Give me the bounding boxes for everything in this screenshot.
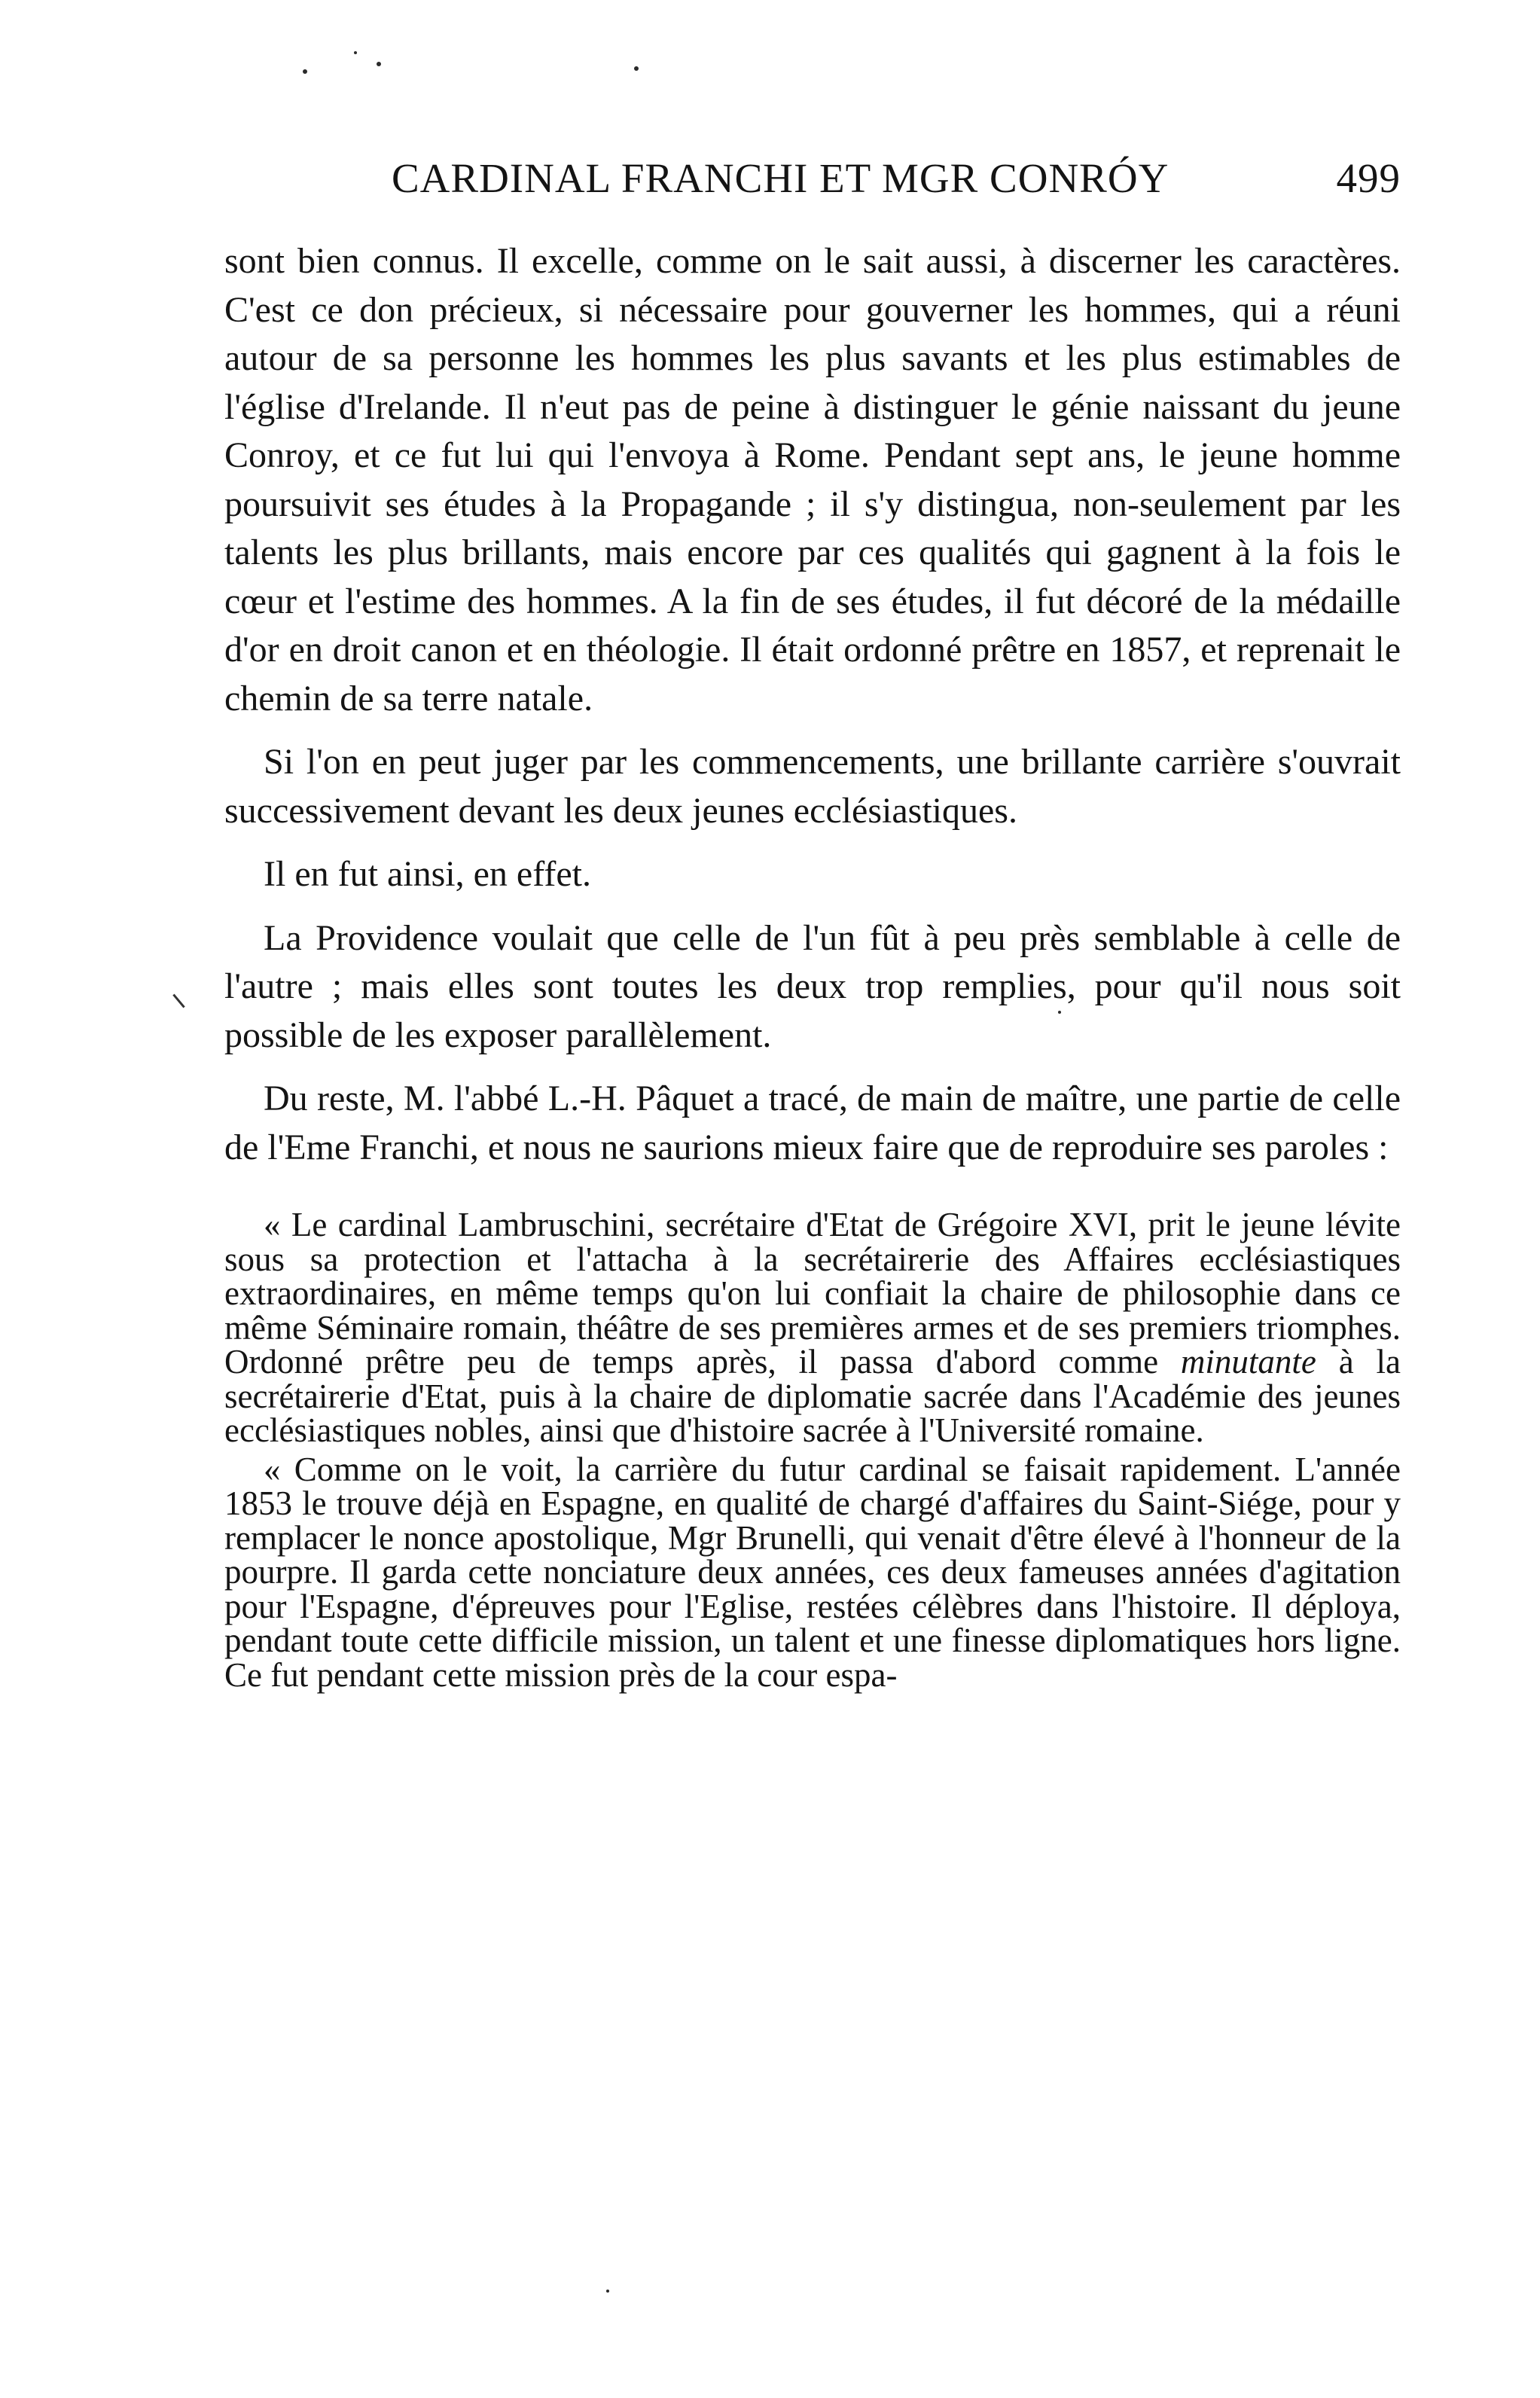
- paragraph: sont bien connus. Il excelle, comme on le sait aussi, à discerner les caractères. C'est ce don précieux, si nécessaire pour gouverner les hommes, qui a réuni autour de sa personne les hommes les plus savants et les plus estimables de l'église d'Irelande. Il n'eut pas de peine à distinguer le génie naissant du jeune Conroy, et ce fut lui qui l'envoya à Rome. Pendant sept ans, le jeune homme poursuivit ses études à la Propagande ; il s'y distingua, non-seulement par les talents les plus brillants, mais encore par ces qualités qui gagnent à la fois le cœur et l'estime des hommes. A la fin de ses études, il fut décoré de la médaille d'or en droit canon et en théologie. Il était ordonné prêtre en 1857, et reprenait le chemin de sa terre natale.: [224, 241, 1401, 718]
- print-speck: [354, 51, 357, 54]
- quotation-paragraph: [224, 1208, 1401, 1448]
- paragraph: Il en fut ainsi, en effet.: [264, 854, 591, 894]
- print-speck: [634, 66, 639, 71]
- page-number: 499: [1336, 155, 1401, 201]
- quotation-paragraph: « Comme on le voit, la carrière du futur cardinal se faisait rapidement. L'année 1853 le trouve déjà en Espagne, en qualité de chargé d'affaires du Saint-Siége, pour y remplacer le nonce apostolique, Mgr Brunelli, qui venait d'être élevé à l'honneur de la pourpre. Il garda cette nonciature deux années, ces deux fameuses années d'agitation pour l'Espagne, d'épreuves pour l'Eglise, restées célèbres dans l'histoire. Il déploya, pendant toute cette difficile mission, un talent et une finesse diplomatiques hors ligne. Ce fut pendant cette mission près de la cour espa-: [224, 1450, 1401, 1694]
- body-text: [224, 237, 1401, 1692]
- print-speck: [606, 2290, 609, 2293]
- running-head: [392, 154, 1401, 215]
- quotation-text: à la secrétairerie d'Etat, puis à la chaire de diplomatie sacrée dans l'Académie des jeunes ecclésiastiques nobles, ainsi que d'histoire sacrée à l'Université romaine.: [224, 1343, 1401, 1449]
- print-speck: [303, 69, 307, 74]
- quotation-text: « Le cardinal Lambruschini, secrétaire d'Etat de Grégoire XVI, prit le jeune lévite sous sa protection et l'attacha à la secrétairerie des Affaires ecclésiastiques extraordinaires, en même temps qu'on lui confiait la chaire de philosophie dans ce même Séminaire romain, théâtre de ses premières armes et de ses premiers triomphes. Ordonné prêtre peu de temps après, il passa d'abord comme: [224, 1206, 1401, 1381]
- paragraph: La Providence voulait que celle de l'un fût à peu près semblable à celle de l'autre ; mais elles sont toutes les deux trop remplies, pour qu'il nous soit possible de les exposer parallèlement.: [224, 917, 1401, 1055]
- italic-term: minutante: [1180, 1343, 1316, 1381]
- paragraph: Si l'on en peut juger par les commencements, une brillante carrière s'ouvrait successivement devant les deux jeunes ecclésiastiques.: [224, 742, 1401, 831]
- running-title: CARDINAL FRANCHI ET MGR CONRÓY: [392, 155, 1169, 201]
- print-speck: [377, 62, 381, 66]
- paragraph: Du reste, M. l'abbé L.-H. Pâquet a tracé, de main de maître, une partie de celle de l'Eme Franchi, et nous ne saurions mieux faire que de reproduire ses paroles :: [224, 1078, 1401, 1167]
- margin-mark: [172, 994, 184, 1008]
